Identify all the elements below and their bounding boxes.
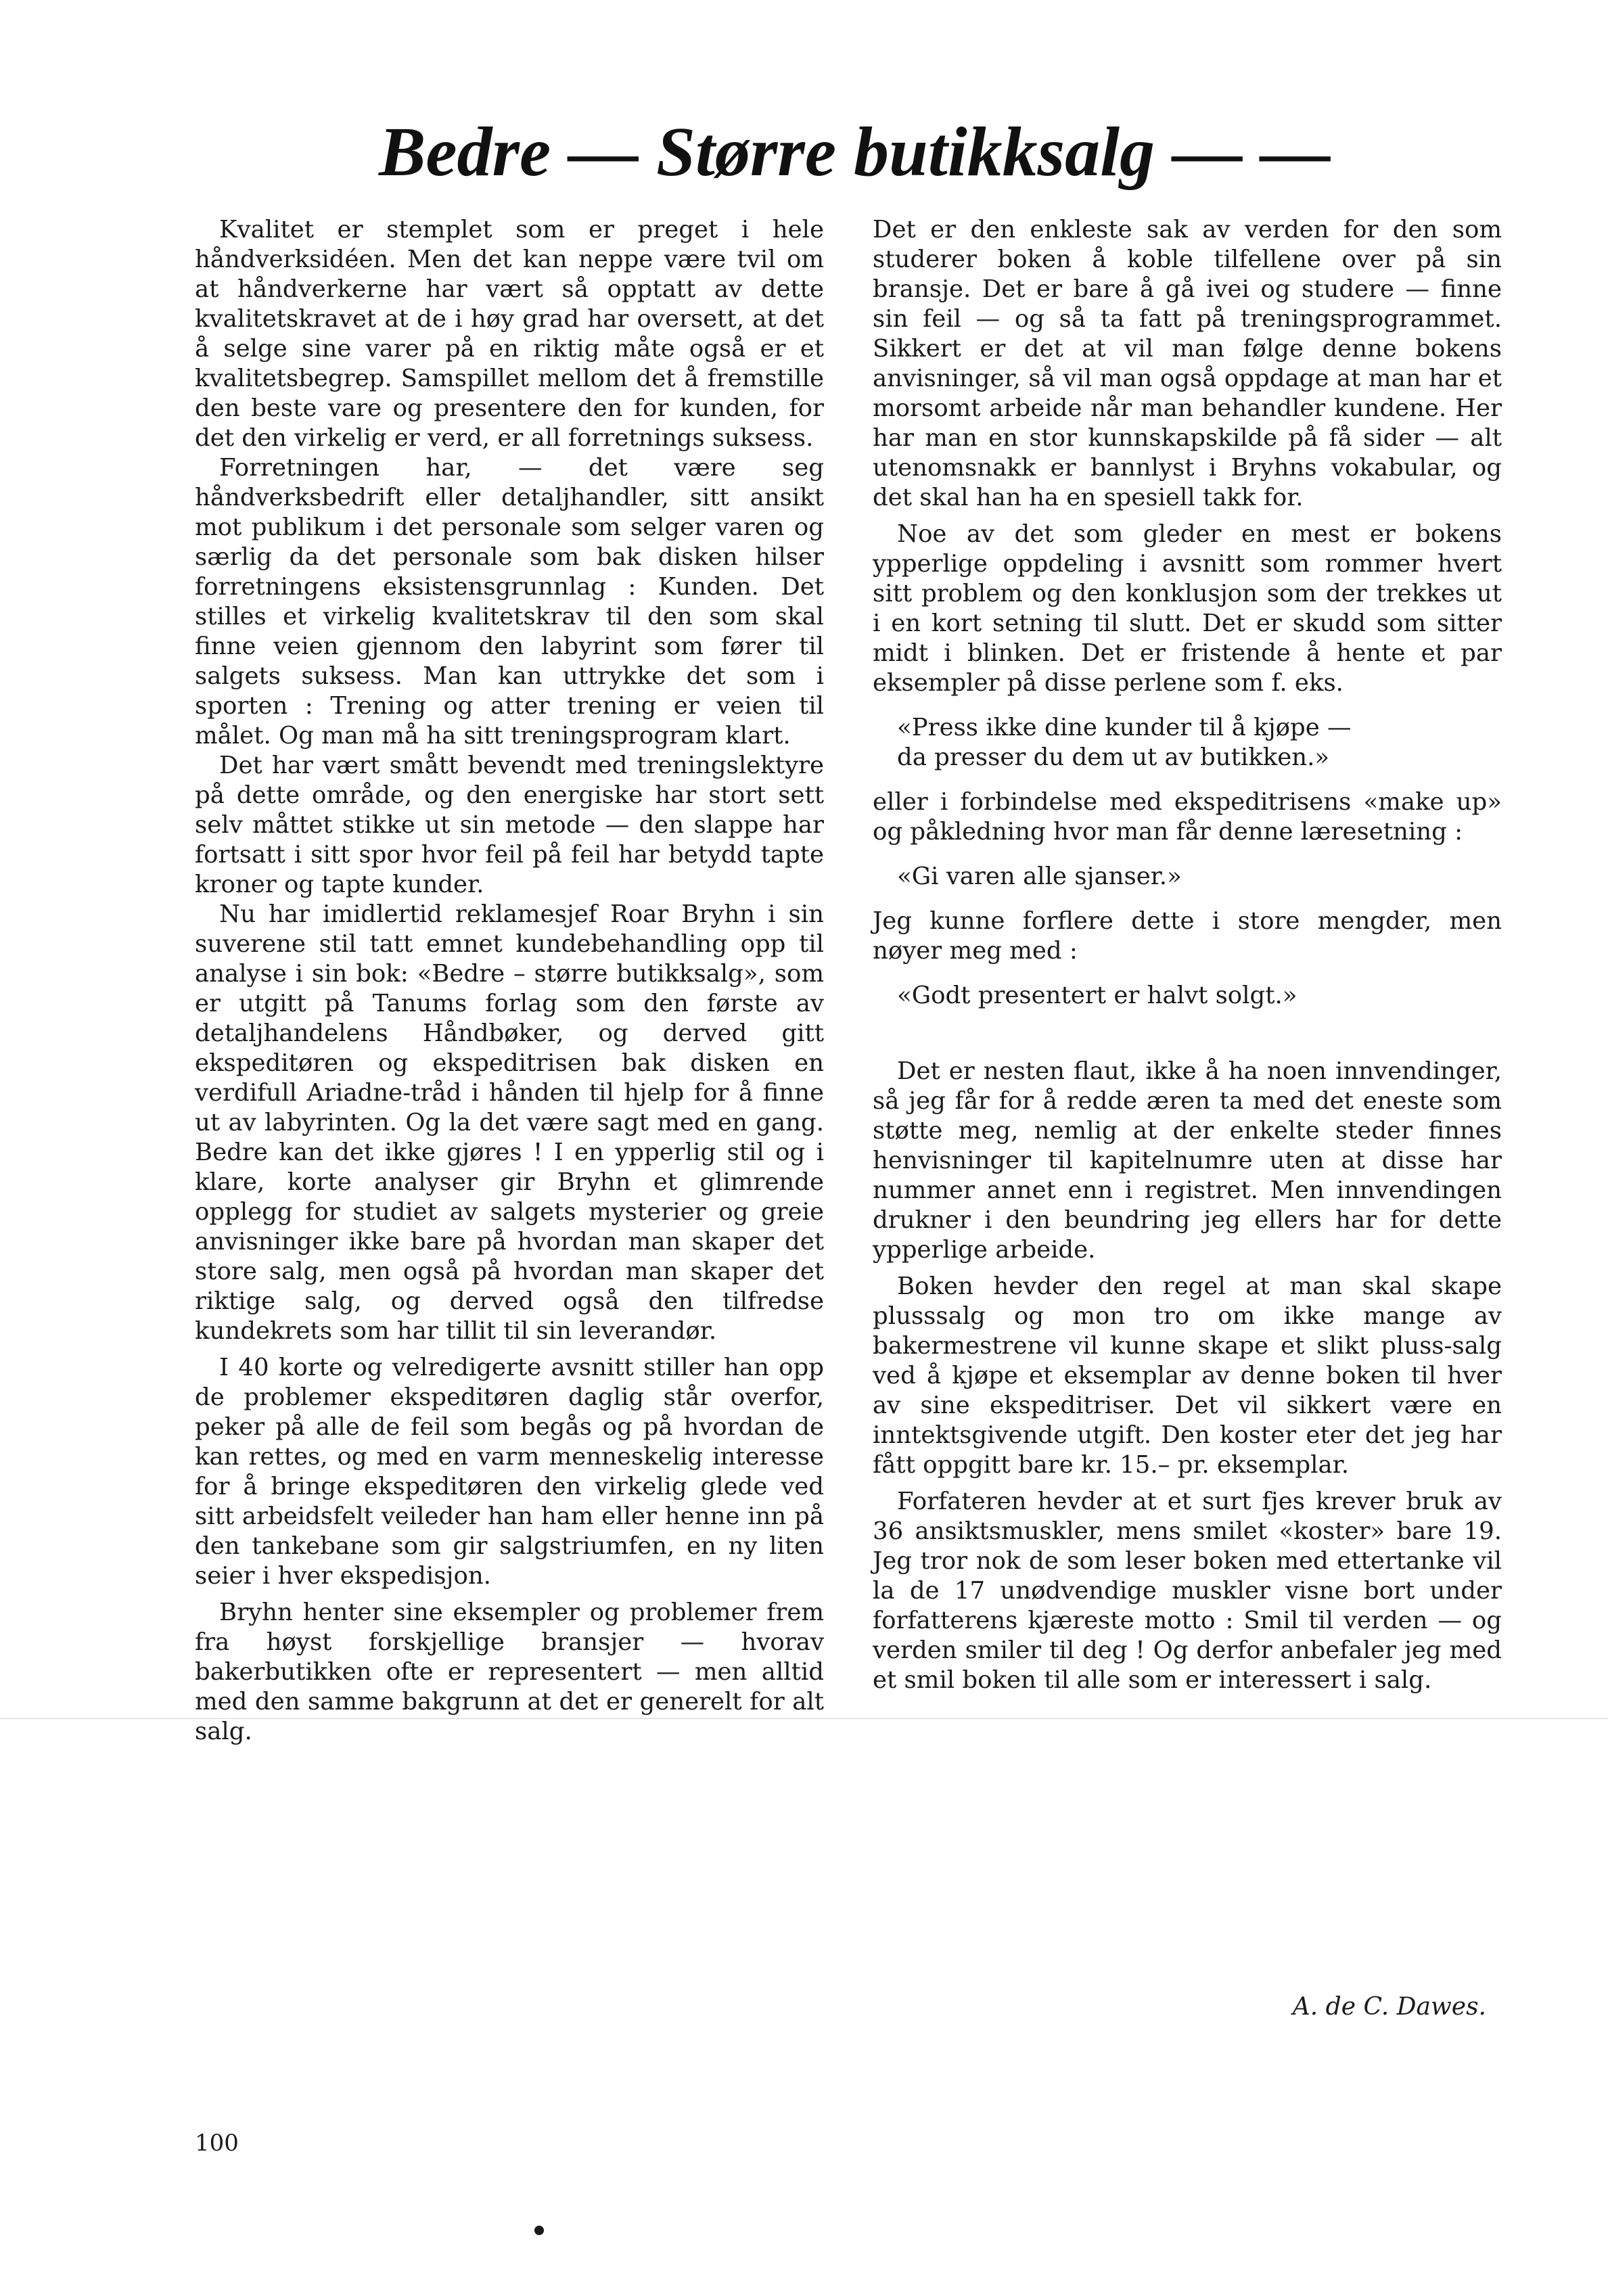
article-title: Bedre — Større butikksalg — — (379, 113, 1331, 191)
left-paragraph-3: Det har vært smått bevendt med treningslektyre på dette område, og den energiske har stort sett selv måttet stikke ut sin metode — den slappe har fortsatt i sitt spor hvor feil på feil har betydd tapte kroner og tapte kunder. (195, 752, 824, 898)
quote-sjanser: «Gi varen alle sjanser.» (897, 863, 1182, 890)
page-number: 100 (195, 2130, 239, 2157)
quote-press (873, 713, 1502, 773)
right-paragraph-4: Jeg kunne forflere dette i store mengder, men nøyer meg med : (873, 907, 1502, 965)
left-paragraph-2: Forretningen har, — det være seg håndverksbedrift eller detaljhandler, sitt ansikt mot publikum i det personale som selger varen og særlig da det personale som bak disken hilser forretningens eksistensgrunnlag : Kunden. Det stilles et virkelig kvalitetskrav til den som skal finne veien gjennom den labyrint som fører til salgets suksess. Man kan uttrykke det som i sporten : Trening og atter trening er veien til målet. Og man må ha sitt treningsprogram klart. (195, 454, 824, 750)
left-column (195, 215, 824, 1747)
right-paragraph-1: Det er den enkleste sak av verden for den som studerer boken å koble tilfellene over på sin bransje. Det er bare å gå ivei og studere — finne sin feil — og så ta fatt på treningsprogrammet. Sikkert er det at vil man følge denne bokens anvisninger, så vil man også oppdage at man har et morsomt arbeide når man behandler kundene. Her har man en stor kunnskapskilde på få sider — alt utenomsnakk er bannlyst i Bryhns vokabular, og det skal han ha en spesiell takk for. (873, 216, 1502, 511)
right-paragraph-3: eller i forbindelse med ekspeditrisens «make up» og påkledning hvor man får denne læresetning : (873, 788, 1502, 846)
right-paragraph-6: Boken hevder den regel at man skal skape plusssalg og mon tro om ikke mange av bakermestrene vil kunne skape et slikt pluss-salg ved å kjøpe et eksemplar av denne boken til hver av sine ekspeditriser. Det vil sikkert være en inntektsgivende utgift. Den koster eter det jeg har fått oppgitt bare kr. 15.– pr. eksemplar. (873, 1272, 1502, 1479)
left-paragraph-5: I 40 korte og velredigerte avsnitt stiller han opp de problemer ekspeditøren daglig står overfor, peker på alle de feil som begås og på hvordan de kan rettes, og med en varm menneskelig interesse for å bringe ekspeditøren den virkelig glede ved sitt arbeidsfelt veileder han ham eller henne inn på den tankebane som gir salgstriumfen, en ny liten seier i hver ekspedisjon. (195, 1354, 824, 1590)
right-paragraph-5: Det er nesten flaut, ikke å ha noen innvendinger, så jeg får for å redde æren ta med det eneste som støtte meg, nemlig at der enkelte steder finnes henvisninger til kapitelnumre uten at disse har nummer annet enn i registret. Men innvendingen drukner i den beundring jeg ellers har for dette ypperlige arbeide. (873, 1057, 1502, 1264)
left-paragraph-1: Kvalitet er stemplet som er preget i hele håndverksidéen. Men det kan neppe være tvil om at håndverkerne har vært så opptatt av dette kvalitetskravet at de i høy grad har oversett, at det å selge sine varer på en riktig måte også er et kvalitetsbegrep. Samspillet mellom det å fremstille den beste vare og presentere den for kunden, for det den virkelig er verd, er all forretnings suksess. (195, 216, 824, 452)
bullet-dot (534, 2226, 544, 2235)
left-paragraph-4: Nu har imidlertid reklamesjef Roar Bryhn i sin suverene stil tatt emnet kundebehandling opp til analyse i sin bok: «Bedre – større butikksalg», som er utgitt på Tanums forlag som den første av detaljhandelens Håndbøker, og derved gitt ekspeditøren og ekspeditrisen bak disken en verdifull Ariadne-tråd i hånden til hjelp for å finne ut av labyrinten. Og la det være sagt med en gang. Bedre kan det ikke gjøres ! I en ypperlig stil og i klare, korte analyser gir Bryhn et glimrende opplegg for studiet av salgets mysterier og greie anvisninger ikke bare på hvordan man skaper det store salg, men også på hvordan man skaper det riktige salg, og derved også den tilfredse kundekrets som har tillit til sin leverandør. (195, 900, 824, 1345)
author-signature: A. de C. Dawes. (1292, 1993, 1486, 2021)
quote-presentert: «Godt presentert er halvt solgt.» (897, 982, 1297, 1009)
right-paragraph-7: Forfateren hevder at et surt fjes krever bruk av 36 ansiktsmuskler, mens smilet «koster» bare 19. Jeg tror nok de som leser boken med ettertanke vil la de 17 unødvendige muskler visne bort under forfatterens kjæreste motto : Smil til verden — og verden smiler til deg ! Og derfor anbefaler jeg med et smil boken til alle som er interessert i salg. (873, 1488, 1502, 1694)
right-paragraph-2: Noe av det som gleder en mest er bokens ypperlige oppdeling i avsnitt som rommer hvert sitt problem og den konklusjon som der trekkes ut i en kort setning til slutt. Det er skudd som sitter midt i blinken. Det er fristende å hente et par eksempler på disse perlene som f. eks. (873, 520, 1502, 697)
quote-press-line-2: da presser du dem ut av butikken.» (897, 743, 1330, 771)
right-column (873, 215, 1502, 1695)
left-paragraph-6: Bryhn henter sine eksempler og problemer frem fra høyst forskjellige bransjer — hvorav bakerbutikken ofte er representert — men alltid med den samme bakgrunn at det er generelt for alt salg. (195, 1599, 824, 1745)
quote-press-line-1: «Press ikke dine kunder til å kjøpe — (897, 714, 1352, 741)
